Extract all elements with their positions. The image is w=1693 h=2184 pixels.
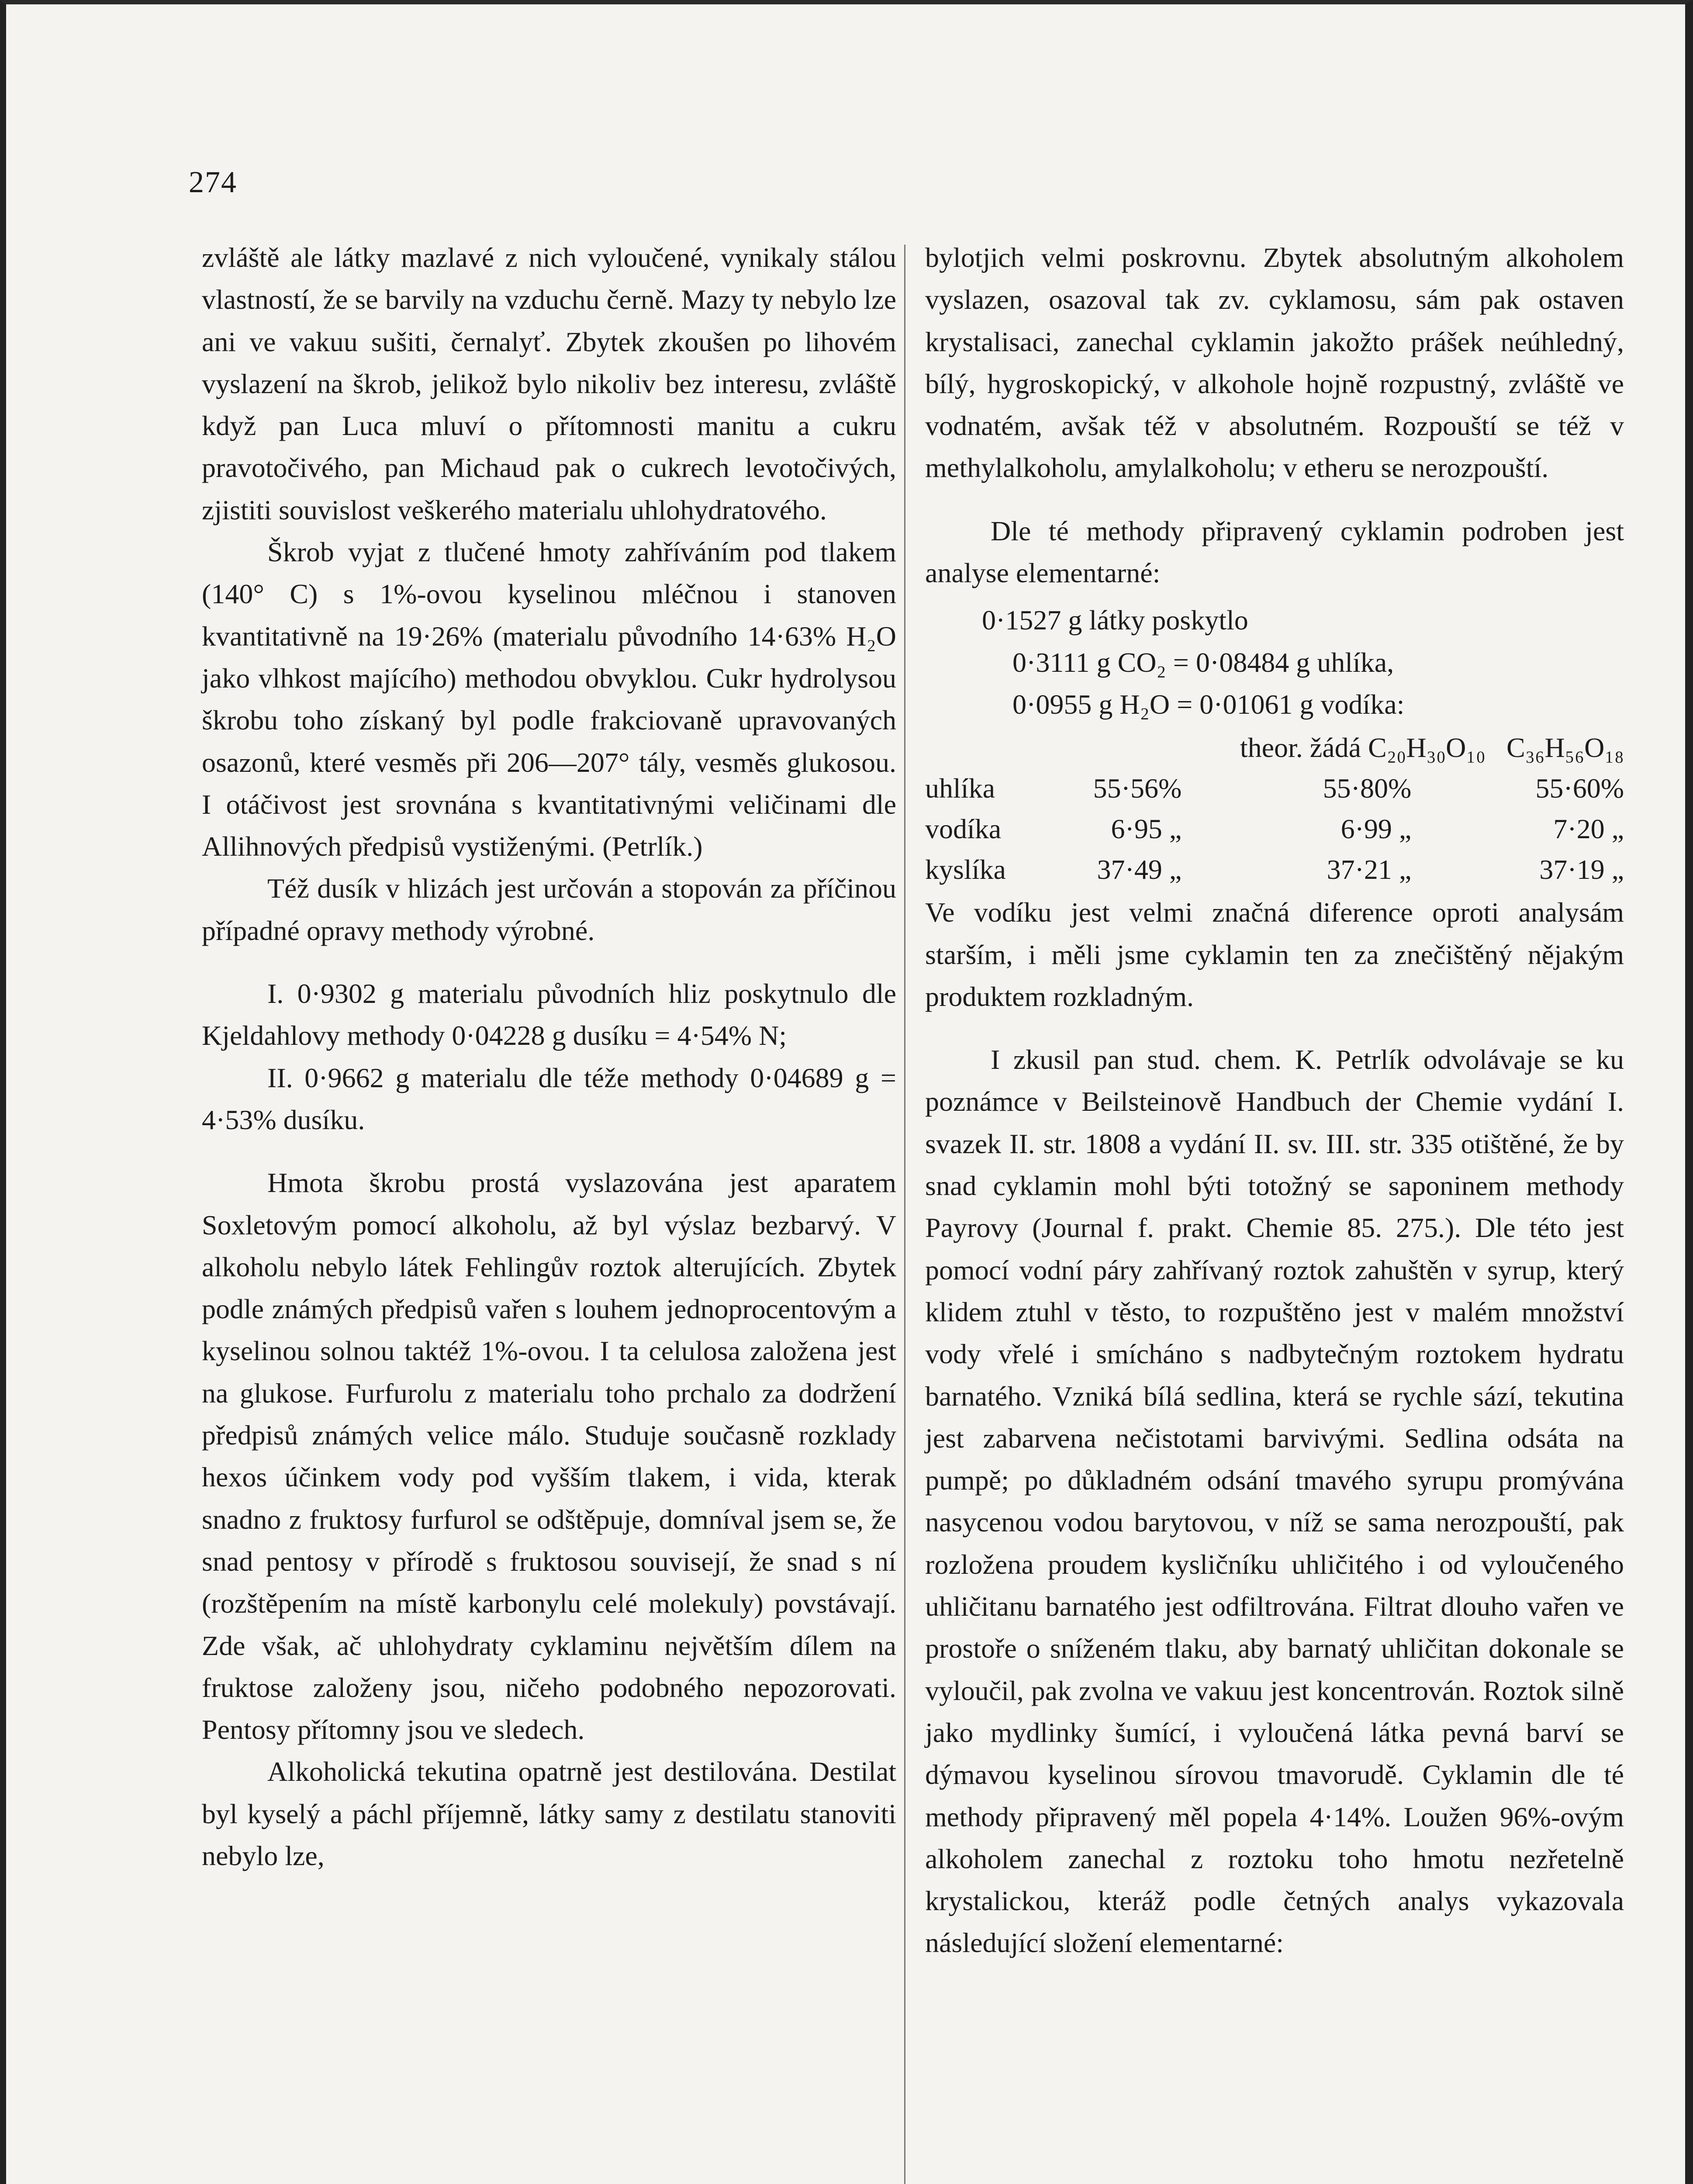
- paragraph: Dle té methody připravený cyklamin podroben jest analyse elementarné:: [925, 515, 1624, 589]
- theor-value-1: 37·21 „: [1327, 854, 1412, 885]
- paragraph: I zkusil pan stud. chem. K. Petrlík odvolávaje se ku poznámce v Beilsteinově Handbuch der Chemie vydání I. svazek II. str. 1808 a vydání II. sv. III. str. 335 otištěné, že by snad cyklamin mohl býti totožný se saponinem methody Payrovy (Journal f. prakt. Chemie 85. 275.). Dle této jest pomocí vodní páry zahřívaný roztok zahuštěn v syrup, který klidem ztuhl v těsto, to rozpuštěno jest v malém množství vody vřelé i smícháno s nadbytečným roztokem hydratu barnatého. Vzniká bílá sedlina, která se rychle sází, tekutina jest zabarvena nečistotami barvivými. Sedlina odsáta na pumpě; po důkladném odsání tmavého syrupu promývána nasycenou vodou barytovou, v níž se sama nerozpouští, pak rozložena proudem kysličníku uhličitého i od vyloučeného uhličitanu barnatého jest odfiltrována. Filtrat dlouho vařen ve prostoře o sníženém tlaku, aby barnatý uhličitan dokonale se vyloučil, pak zvolna ve vakuu jest koncentrován. Roztok silně jako mydlinky šumící, i vyloučená látka pevná barví se dýmavou kyselinou sírovou tmavorudě. Cyklamin dle té methody připravený měl popela 4·14%. Loužen 96%-ovým alkoholem zanechal z roztoku toho hmotu nezřetelně krystalickou, kteráž podle četných analys vykazovala následující složení elementarné:: [925, 1044, 1624, 1959]
- row-label: kyslíka: [925, 854, 1006, 885]
- paragraph: Alkoholická tekutina opatrně jest destilována. Destilat byl kyselý a páchl příjemně, látky samy z destilatu stanoviti nebylo lze,: [202, 1756, 896, 1871]
- column-divider: [904, 245, 905, 2184]
- equation-line: 0·0955 g H₂O = 0·01061 g vodíka:: [1012, 688, 1405, 720]
- analysis-table: [925, 727, 1624, 890]
- equation-line: 0·1527 g látky poskytlo: [982, 605, 1248, 636]
- paragraph: Ve vodíku jest velmi značná diference oproti analysám starším, i měli jsme cyklamin ten za znečištěný nějakým produktem rozkladným.: [925, 897, 1624, 1012]
- row-label: uhlíka: [925, 773, 995, 804]
- theor-value-2: 7·20 „: [1553, 813, 1624, 845]
- found-value: 37·49 „: [1097, 854, 1182, 885]
- theor-value-1: 6·99 „: [1341, 813, 1412, 845]
- table-row: [925, 849, 1624, 890]
- paragraph: Též dusík v hlizách jest určován a stopován za příčinou případné opravy methody výrobné.: [202, 873, 896, 946]
- paragraph: Hmota škrobu prostá vyslazována jest aparatem Soxletovým pomocí alkoholu, až byl výslaz bezbarvý. V alkoholu nebylo látek Fehlingův roztok alterujících. Zbytek podle známých předpisů vařen s louhem jednoprocentovým a kyselinou solnou taktéž 1%-ovou. I ta celulosa založena jest na glukose. Furfurolu z materialu toho prchalo za dodržení předpisů známých velice málo. Studuje současně rozklady hexos účinkem vody pod vyšším tlakem, i vida, kterak snadno z fruktosy furfurol se odštěpuje, domníval jsem se, že snad pentosy v přírodě s fruktosou souvisejí, že snad s ní (rozštěpením na místě karbonylu celé molekuly) povstávají. Zde však, ač uhlohydraty cyklaminu největším dílem na fruktose založeny jsou, ničeho podobného nepozorovati. Pentosy přítomny jsou ve sledech.: [202, 1167, 896, 1745]
- right-column: [925, 237, 1624, 1964]
- paragraph: Škrob vyjat z tlučené hmoty zahříváním pod tlakem (140° C) s 1%-ovou kyselinou mléčnou i stanoven kvantitativně na 19·26% (materialu původního 14·63% H₂O jako vlhkost majícího) methodou obvyklou. Cukr hydrolysou škrobu toho získaný byl podle frakciovaně upravovaných osazonů, které vesměs při 206—207° tály, vesměs glukosou. I otáčivost jest srovnána s kvantitativnými veličinami dle Allihnových předpisů vystiženými. (Petrlík.): [202, 536, 896, 862]
- table-header-row: [925, 727, 1624, 768]
- table-row: [925, 809, 1624, 849]
- found-value: 55·56%: [1093, 773, 1182, 804]
- table-row: [925, 768, 1624, 809]
- row-label: vodíka: [925, 813, 1002, 845]
- theor-value-2: 55·60%: [1535, 773, 1624, 804]
- equation-line: 0·3111 g CO₂ = 0·08484 g uhlíka,: [1012, 646, 1394, 678]
- paragraph: bylotjich velmi poskrovnu. Zbytek absolutným alkoholem vyslazen, osazoval tak zv. cyklamosu, sám pak ostaven krystalisaci, zanechal cyklamin jakožto prášek neúhledný, bílý, hygroskopický, v alkohole hojně rozpustný, zvláště ve vodnatém, avšak též v absolutném. Rozpouští se též v methylalkoholu, amylalkoholu; v etheru se nerozpouští.: [925, 242, 1624, 484]
- paragraph: zvláště ale látky mazlavé z nich vyloučené, vynikaly stálou vlastností, že se barvily na vzduchu černě. Mazy ty nebylo lze ani ve vakuu sušiti, černalyť. Zbytek zkoušen po lihovém vyslazení na škrob, jelikož bylo nikoliv bez interesu, zvláště když pan Luca mluví o přítomnosti manitu a cukru pravotočivého, pan Michaud pak o cukrech levotočivých, zjistiti souvislost veškerého materialu uhlohydratového.: [202, 242, 896, 525]
- table-header: theor. žádá C₂₀H₃₀O₁₀ C₃₆H₅₆O₁₈: [1240, 732, 1624, 764]
- theor-value-2: 37·19 „: [1539, 854, 1624, 885]
- left-column: [202, 237, 896, 1877]
- page-number: 274: [189, 166, 237, 199]
- paragraph: II. 0·9662 g materialu dle téže methody 0·04689 g = 4·53% dusíku.: [202, 1062, 896, 1135]
- found-value: 6·95 „: [1111, 813, 1182, 845]
- theor-value-1: 55·80%: [1323, 773, 1412, 804]
- paragraph: I. 0·9302 g materialu původních hliz poskytnulo dle Kjeldahlovy methody 0·04228 g dusíku = 4·54% N;: [202, 978, 896, 1051]
